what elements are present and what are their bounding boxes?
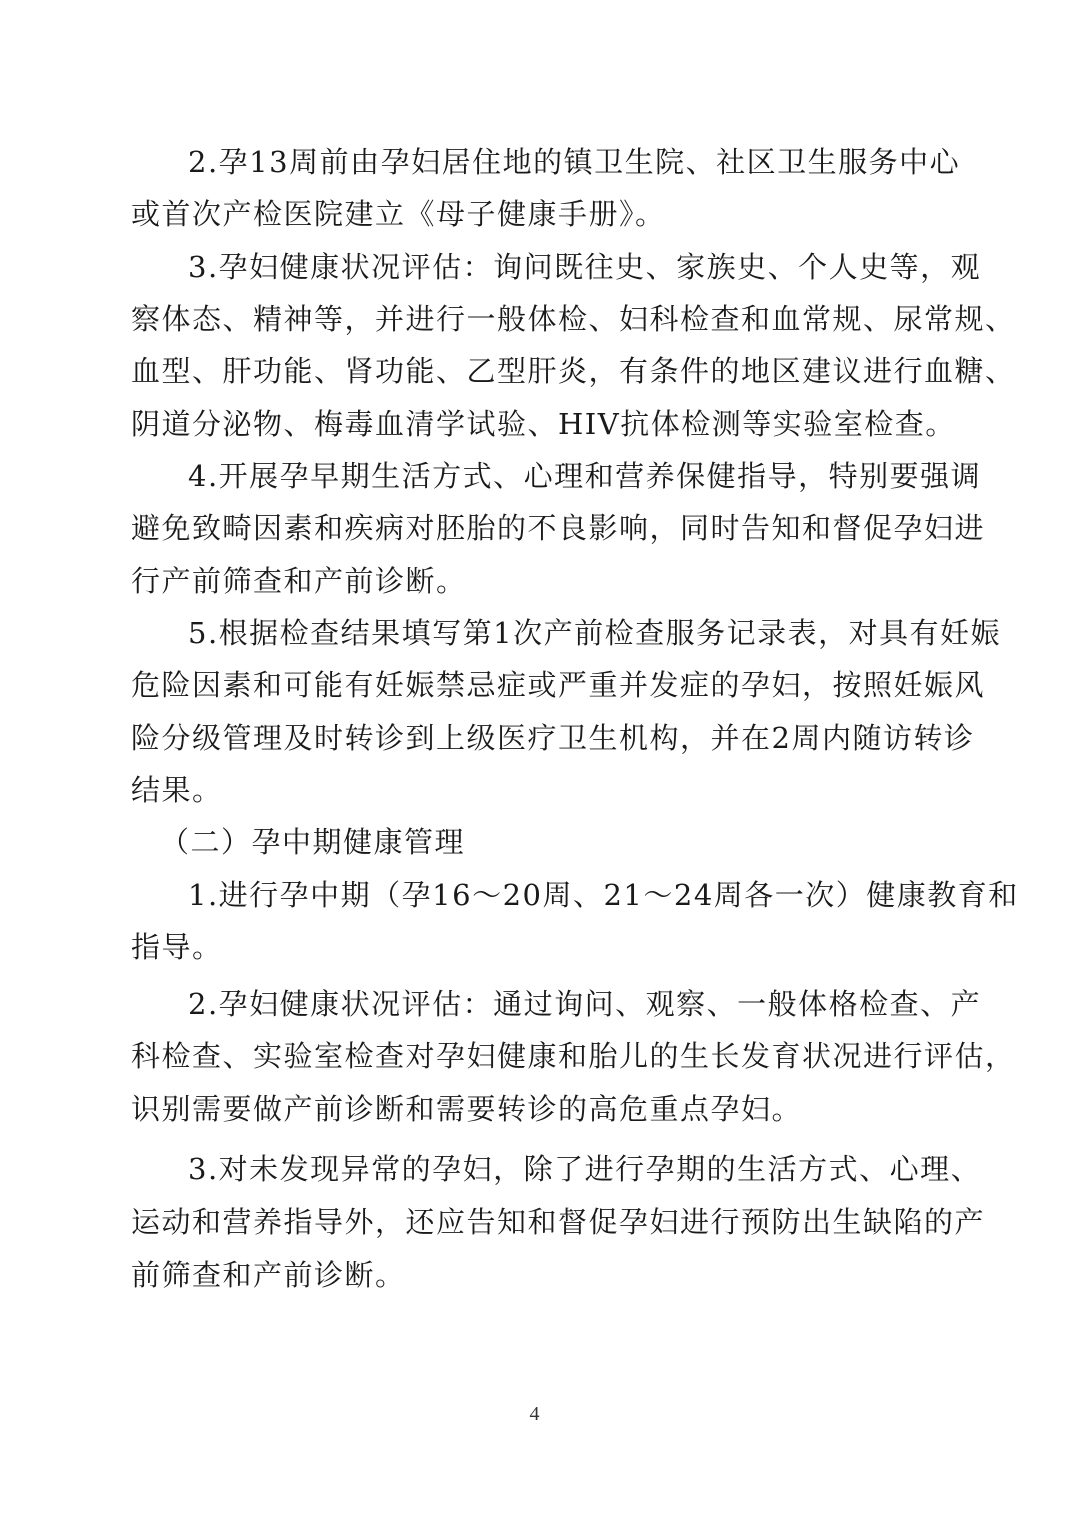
paragraph-3-line-3: 血型、肝功能、肾功能、乙型肝炎，有条件的地区建议进行血糖、	[131, 354, 1016, 388]
paragraph-4-line-3: 行产前筛查和产前诊断。	[131, 564, 467, 598]
paragraph-2-line-2: 或首次产检医院建立《母子健康手册》。	[131, 197, 666, 231]
paragraph-3-line-4: 阴道分泌物、梅毒血清学试验、HIV抗体检测等实验室检查。	[131, 407, 956, 441]
paragraph-4-line-2: 避免致畸因素和疾病对胚胎的不良影响，同时告知和督促孕妇进	[131, 511, 986, 545]
mid-item-3-line-2: 运动和营养指导外，还应告知和督促孕妇进行预防出生缺陷的产	[131, 1205, 986, 1239]
mid-item-3-line-1: 3.对未发现异常的孕妇，除了进行孕期的生活方式、心理、	[188, 1152, 982, 1186]
paragraph-2-line-1: 2.孕13周前由孕妇居住地的镇卫生院、社区卫生服务中心	[188, 145, 961, 179]
page-number: 4	[529, 1403, 540, 1425]
paragraph-5-line-1: 5.根据检查结果填写第1次产前检查服务记录表，对具有妊娠	[188, 616, 1002, 650]
paragraph-4-line-1: 4.开展孕早期生活方式、心理和营养保健指导，特别要强调	[188, 459, 982, 493]
mid-item-2-line-2: 科检查、实验室检查对孕妇健康和胎儿的生长发育状况进行评估，	[131, 1039, 1016, 1073]
mid-item-1-line-1: 1.进行孕中期（孕16～20周、21～24周各一次）健康教育和	[188, 878, 1019, 912]
paragraph-5-line-2: 危险因素和可能有妊娠禁忌症或严重并发症的孕妇，按照妊娠风	[131, 668, 986, 702]
section-heading: （二）孕中期健康管理	[160, 825, 466, 859]
mid-item-1-line-2: 指导。	[131, 930, 223, 964]
mid-item-3-line-3: 前筛查和产前诊断。	[131, 1258, 406, 1292]
paragraph-3-line-2: 察体态、精神等，并进行一般体检、妇科检查和血常规、尿常规、	[131, 302, 1016, 336]
mid-item-2-line-1: 2.孕妇健康状况评估：通过询问、观察、一般体格检查、产	[188, 987, 982, 1021]
paragraph-3-line-1: 3.孕妇健康状况评估：询问既往史、家族史、个人史等，观	[188, 250, 982, 284]
paragraph-5-line-3: 险分级管理及时转诊到上级医疗卫生机构，并在2周内随访转诊	[131, 721, 975, 755]
mid-item-2-line-3: 识别需要做产前诊断和需要转诊的高危重点孕妇。	[131, 1092, 803, 1126]
paragraph-5-line-4: 结果。	[131, 773, 223, 807]
